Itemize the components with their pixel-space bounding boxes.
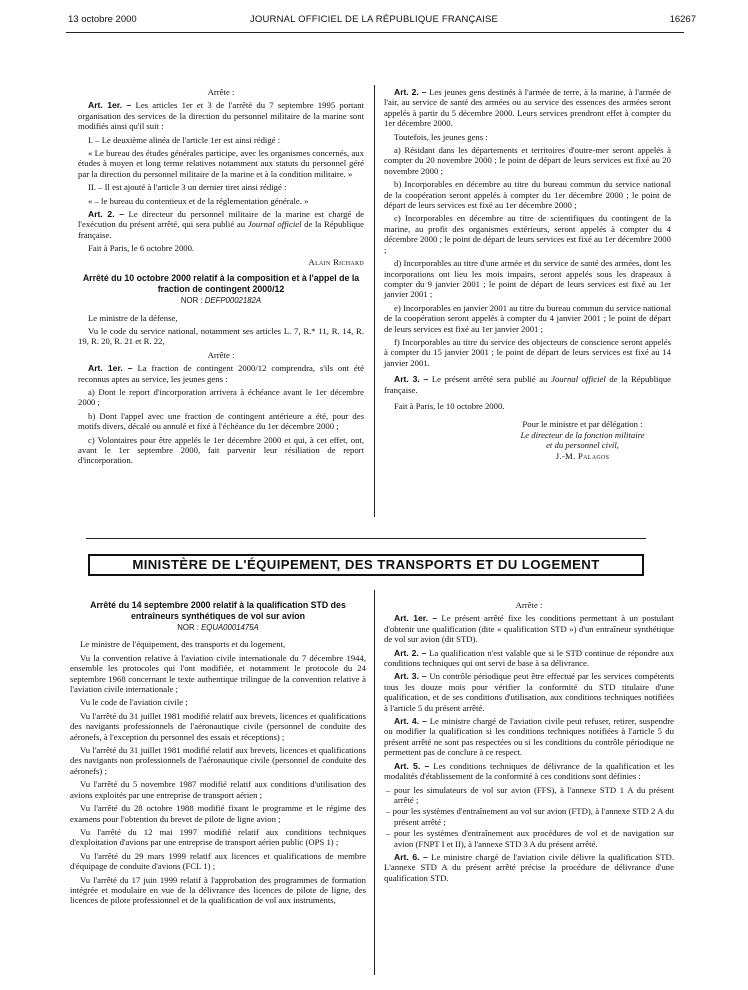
nor-reference: NOR : EQUA0001475A	[177, 623, 259, 632]
paragraph: Toutefois, les jeunes gens :	[394, 131, 488, 142]
fait-line: Fait à Paris, le 10 octobre 2000.	[394, 400, 505, 411]
column-divider-bottom	[374, 590, 375, 975]
list-item: f) Incorporables au titre du service des objecteurs de conscience seront appelés à compter du 15 janvier 2001 ; le point de départ de leurs services est fixé au 14 janvier 2001.	[384, 336, 671, 368]
list-item: a) Dont le report d'incorporation arrivera à échéance avant le 1er décembre 2000 ;	[78, 386, 364, 408]
article-6: Art. 6. – Le ministre chargé de l'aviation civile délivre la qualification STD. L'annexe STD A du présent arrêté précise la procédure de délivrance d'une qualification STD.	[384, 851, 675, 883]
paragraph: II. – Il est ajouté à l'article 3 un dernier tiret ainsi rédigé :	[88, 182, 287, 193]
paragraph: Vu la convention relative à l'aviation civile internationale du 7 décembre 1944, ensemble les protocoles qui l'ont modifiée, et notamment le protocole du 24 septembre 1968 concernant le texte authentique trilingue de la convention relative à l'aviation civile internationale ;	[70, 652, 366, 695]
article-2: Art. 2. – Les jeunes gens destinés à l'armée de terre, à la marine, à l'armée de l'air, au service de santé des armées ou au service des essences des armées seront appelés à partir du 5 décembre 2000. Leurs services prendront effet à compter du 1er décembre 2000.	[384, 87, 672, 129]
header-rule	[66, 32, 684, 33]
list-item: c) Volontaires pour être appelés le 1er décembre 2000 et qui, à cet effet, ont, avant le 1er septembre 2000, fait parvenir leur résiliation de report d'incorporation.	[78, 434, 364, 466]
paragraph: « Le bureau des études générales participe, avec les organismes concernés, aux études à moyen et long terme relatives notamment aux statuts du personnel géré par la direction du personnel militaire de la marine et à la condition militaire. »	[78, 148, 364, 179]
paragraph: « – le bureau du contentieux et de la réglementation générale. »	[88, 195, 309, 206]
annex-list	[384, 785, 674, 849]
signature-block: Pour le ministre et par délégation : Le directeur de la fonction militaire et du personnel civil, J.-M. Palagos	[520, 419, 645, 461]
list-item: c) Incorporables en décembre au titre de scientifiques du contingent de la marine, au profit des organismes extérieurs, seront appelés à compter du 4 décembre 2000 ; le point de départ de leurs services est fixé au 1er décembre 2000 ;	[384, 213, 671, 255]
article-3: Art. 3. – Le présent arrêté sera publié au Journal officiel de la République française.	[384, 374, 672, 395]
paragraph: Vu l'arrêté du 12 mai 1997 modifié relatif aux conditions techniques d'exploitation d'avions par une entreprise de transport aérien public (OPS 1) ;	[70, 826, 366, 848]
list-item: d) Incorporables au titre d'une armée et du service de santé des armées, dont les incorporations ont lieu les mois impairs, seront appelés sous les drapeaux à compter du 9 janvier 2001 ; le point de départ de leurs services est fixé au 1er janvier 2001 ;	[384, 258, 671, 300]
signature: Alain Richard	[308, 256, 364, 267]
list-item: – pour les systèmes d'entraînement aux procédures de vol et de navigation sur avion (FNPT I et II), à l'annexe STD 3 A du présent arrêté.	[386, 828, 674, 849]
article-1: Art. 1er. – Les articles 1er et 3 de l'arrêté du 7 septembre 1995 portant organisation des services de la direction du personnel militaire de la marine sont modifiés ainsi qu'il suit :	[78, 100, 364, 132]
list-item: b) Dont l'appel avec une fraction de contingent antérieure a été, pour des motifs divers, décalé ou annulé et fixé à l'échéance du 1er décembre 2000 ;	[78, 410, 364, 432]
article-1: Art. 1er. – Le présent arrêté fixe les conditions permettant à un postulant d'obtenir une qualification (dite « qualification STD ») d'un entraîneur synthétique de vol sur avion (dit STD).	[384, 613, 674, 645]
decree-title: Arrêté du 10 octobre 2000 relatif à la composition et à l'appel de la fraction de contingent 2000/12	[82, 273, 360, 294]
paragraph: Vu l'arrêté du 31 juillet 1981 modifié relatif aux brevets, licences et qualifications des navigants non professionnels de l'aéronautique civile (personnel de conduite des aéronefs) ;	[70, 745, 366, 776]
section-rule	[86, 538, 646, 539]
journal-title: JOURNAL OFFICIEL DE LA RÉPUBLIQUE FRANÇAISE	[249, 14, 499, 25]
decree-title: Arrêté du 14 septembre 2000 relatif à la qualification STD des entraîneurs synthétiques de vol sur avion	[90, 600, 346, 621]
arrete-heading: Arrête :	[207, 349, 235, 360]
list-item: – pour les simulateurs de vol sur avion (FFS), à l'annexe STD 1 A du présent arrêté ;	[386, 784, 674, 805]
list-item: e) Incorporables en janvier 2001 au titre du bureau commun du service national de la coopération seront appelés à compter du 4 janvier 2001 ; le point de départ de leurs services est fixé au 1er janvier 2001 ;	[384, 302, 671, 334]
paragraph: Vu le code du service national, notamment ses articles L. 7, R.* 11, R. 14, R. 19, R. 20, R. 21 et R. 22,	[78, 325, 364, 347]
paragraph: I. – Le deuxième alinéa de l'article 1er est ainsi rédigé :	[88, 134, 281, 145]
paragraph: Vu l'arrêté du 5 novembre 1987 modifié relatif aux conditions d'utilisation des avions exploités par une entreprise de transport aérien ;	[70, 779, 366, 800]
article-2: Art. 2. – La qualification n'est valable que si le STD continue de répondre aux conditions techniques qui ont servi de base à sa délivrance.	[384, 647, 675, 669]
page-number: 16267	[669, 14, 696, 25]
upper-right-column	[384, 87, 671, 461]
article-4: Art. 4. – Le ministre chargé de l'aviation civile peut refuser, retirer, suspendre ou modifier la qualification si les conditions techniques notifiées à l'article 5 du présent arrêté ne sont pas respectées ou si les conditions du contrôle périodique ne permettent pas de conclure à ce respect.	[384, 716, 675, 758]
ministry-banner: MINISTÈRE DE L'ÉQUIPEMENT, DES TRANSPORTS ET DU LOGEMENT	[88, 554, 644, 576]
article-5: Art. 5. – Les conditions techniques de délivrance de la qualification et les modalités d'établissement de la conformité à ces conditions sont définies :	[384, 760, 675, 782]
header-date: 13 octobre 2000	[68, 14, 137, 25]
paragraph: Vu l'arrêté du 31 juillet 1981 modifié relatif aux brevets, licences et qualifications des navigants professionnels de l'aéronautique civile (personnel de conduite des aéronefs, à l'exception du personnel des essais et réceptions) ;	[70, 710, 366, 742]
paragraph: Le ministre de la défense,	[88, 312, 178, 323]
paragraph: Le ministre de l'équipement, des transports et du logement,	[80, 639, 286, 650]
paragraph: Vu l'arrêté du 17 juin 1999 relatif à l'approbation des programmes de formation intégrée et modulaire en vue de la délivrance des licences de pilote de ligne, des licences de pilote professionnel et de la qualification de vol aux instruments,	[70, 874, 366, 906]
nor-reference: NOR : DEFP0002182A	[180, 296, 262, 306]
paragraph: Vu l'arrêté du 28 octobre 1988 modifié fixant le programme et le régime des examens pour l'obtention du brevet de pilote de ligne avion ;	[70, 803, 366, 824]
lower-left-column	[70, 600, 366, 909]
lower-right-column	[384, 600, 674, 886]
list-item: – pour les systèmes d'entraînement au vol sur avion (FTD), à l'annexe STD 2 A du présent arrêté ;	[386, 806, 674, 827]
article-1: Art. 1er. – La fraction de contingent 2000/12 comprendra, s'ils ont été reconnus aptes au service, les jeunes gens :	[78, 363, 365, 384]
list-item: b) Incorporables en décembre au titre du bureau commun du service national de la coopération seront appelés à compter du 1er décembre 2000 ; le point de départ de leurs services est fixé au 1er décembre 2000 ;	[384, 179, 671, 211]
column-divider-top	[374, 85, 375, 517]
fait-line: Fait à Paris, le 6 octobre 2000.	[88, 243, 195, 254]
upper-left-column	[78, 87, 364, 469]
paragraph: Vu l'arrêté du 29 mars 1999 relatif aux licences et qualifications de membre d'équipage de conduite d'avions (FCL 1) ;	[70, 850, 366, 872]
article-3: Art. 3. – Un contrôle périodique peut être effectué par les services compétents tous les douze mois pour vérifier la conformité du STD titulaire d'une qualification, et de ses conditions d'utilisation, aux conditions techniques notifiées à l'article 5 du présent arrêté.	[384, 671, 675, 713]
article-2: Art. 2. – Le directeur du personnel militaire de la marine est chargé de l'exécution du présent arrêté, qui sera publié au Journal officiel de la République française.	[78, 209, 365, 240]
arrete-heading: Arrête :	[207, 87, 235, 97]
arrete-heading: Arrête :	[515, 600, 543, 610]
page-header	[0, 14, 748, 28]
paragraph: Vu le code de l'aviation civile ;	[80, 697, 188, 708]
list-item: a) Résidant dans les départements et territoires d'outre-mer seront appelés à compter du 20 novembre 2000 ; le point de départ de leurs services est fixé au 20 novembre 2000 ;	[384, 145, 671, 176]
